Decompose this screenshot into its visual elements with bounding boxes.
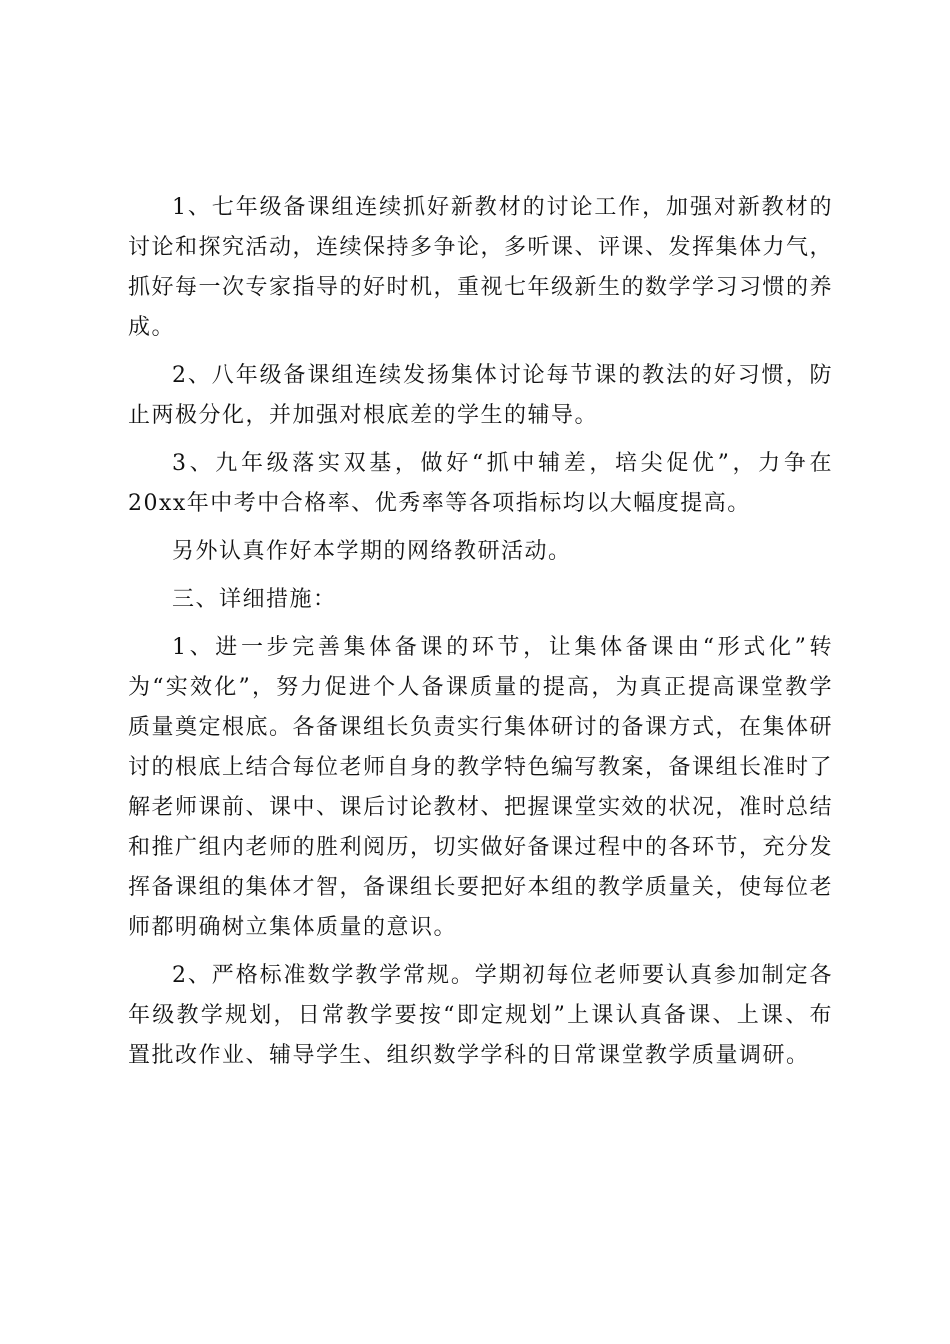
paragraph-measure-2: 2、严格标准数学教学常规。学期初每位老师要认真参加制定各年级教学规划，日常教学要按“即定规划”上课认真备课、上课、布置批改作业、辅导学生、组织数学学科的日常课堂教学质量调研。	[128, 963, 833, 1068]
section-heading-measures: 三、详细措施：	[172, 587, 337, 612]
paragraph-grade8: 2、八年级备课组连续发扬集体讨论每节课的教法的好习惯，防止两极分化，并加强对根底差的学生的辅导。	[128, 363, 833, 428]
paragraph-grade7: 1、七年级备课组连续抓好新教材的讨论工作，加强对新教材的讨论和探究活动，连续保持多争论，多听课、评课、发挥集体力气，抓好每一次专家指导的好时机，重视七年级新生的数学学习习惯的养成。	[128, 195, 834, 340]
paragraph-grade9: 3、九年级落实双基，做好“抓中辅差，培尖促优”，力争在20xx年中考中合格率、优秀率等各项指标均以大幅度提高。	[128, 451, 833, 516]
paragraph-measure-1: 1、进一步完善集体备课的环节，让集体备课由“形式化”转为“实效化”，努力促进个人备课质量的提高，为真正提高课堂教学质量奠定根底。各备课组长负责实行集体研讨的备课方式，在集体研讨的根底上结合每位老师自身的教学特色编写教案，备课组长准时了解老师课前、课中、课后讨论教材、把握课堂实效的状况，准时总结和推广组内老师的胜利阅历，切实做好备课过程中的各环节，充分发挥备课组的集体才智，备课组长要把好本组的教学质量关，使每位老师都明确树立集体质量的意识。	[128, 635, 834, 940]
document-body	[128, 188, 833, 1084]
paragraph-online-research: 另外认真作好本学期的网络教研活动。	[172, 539, 572, 564]
